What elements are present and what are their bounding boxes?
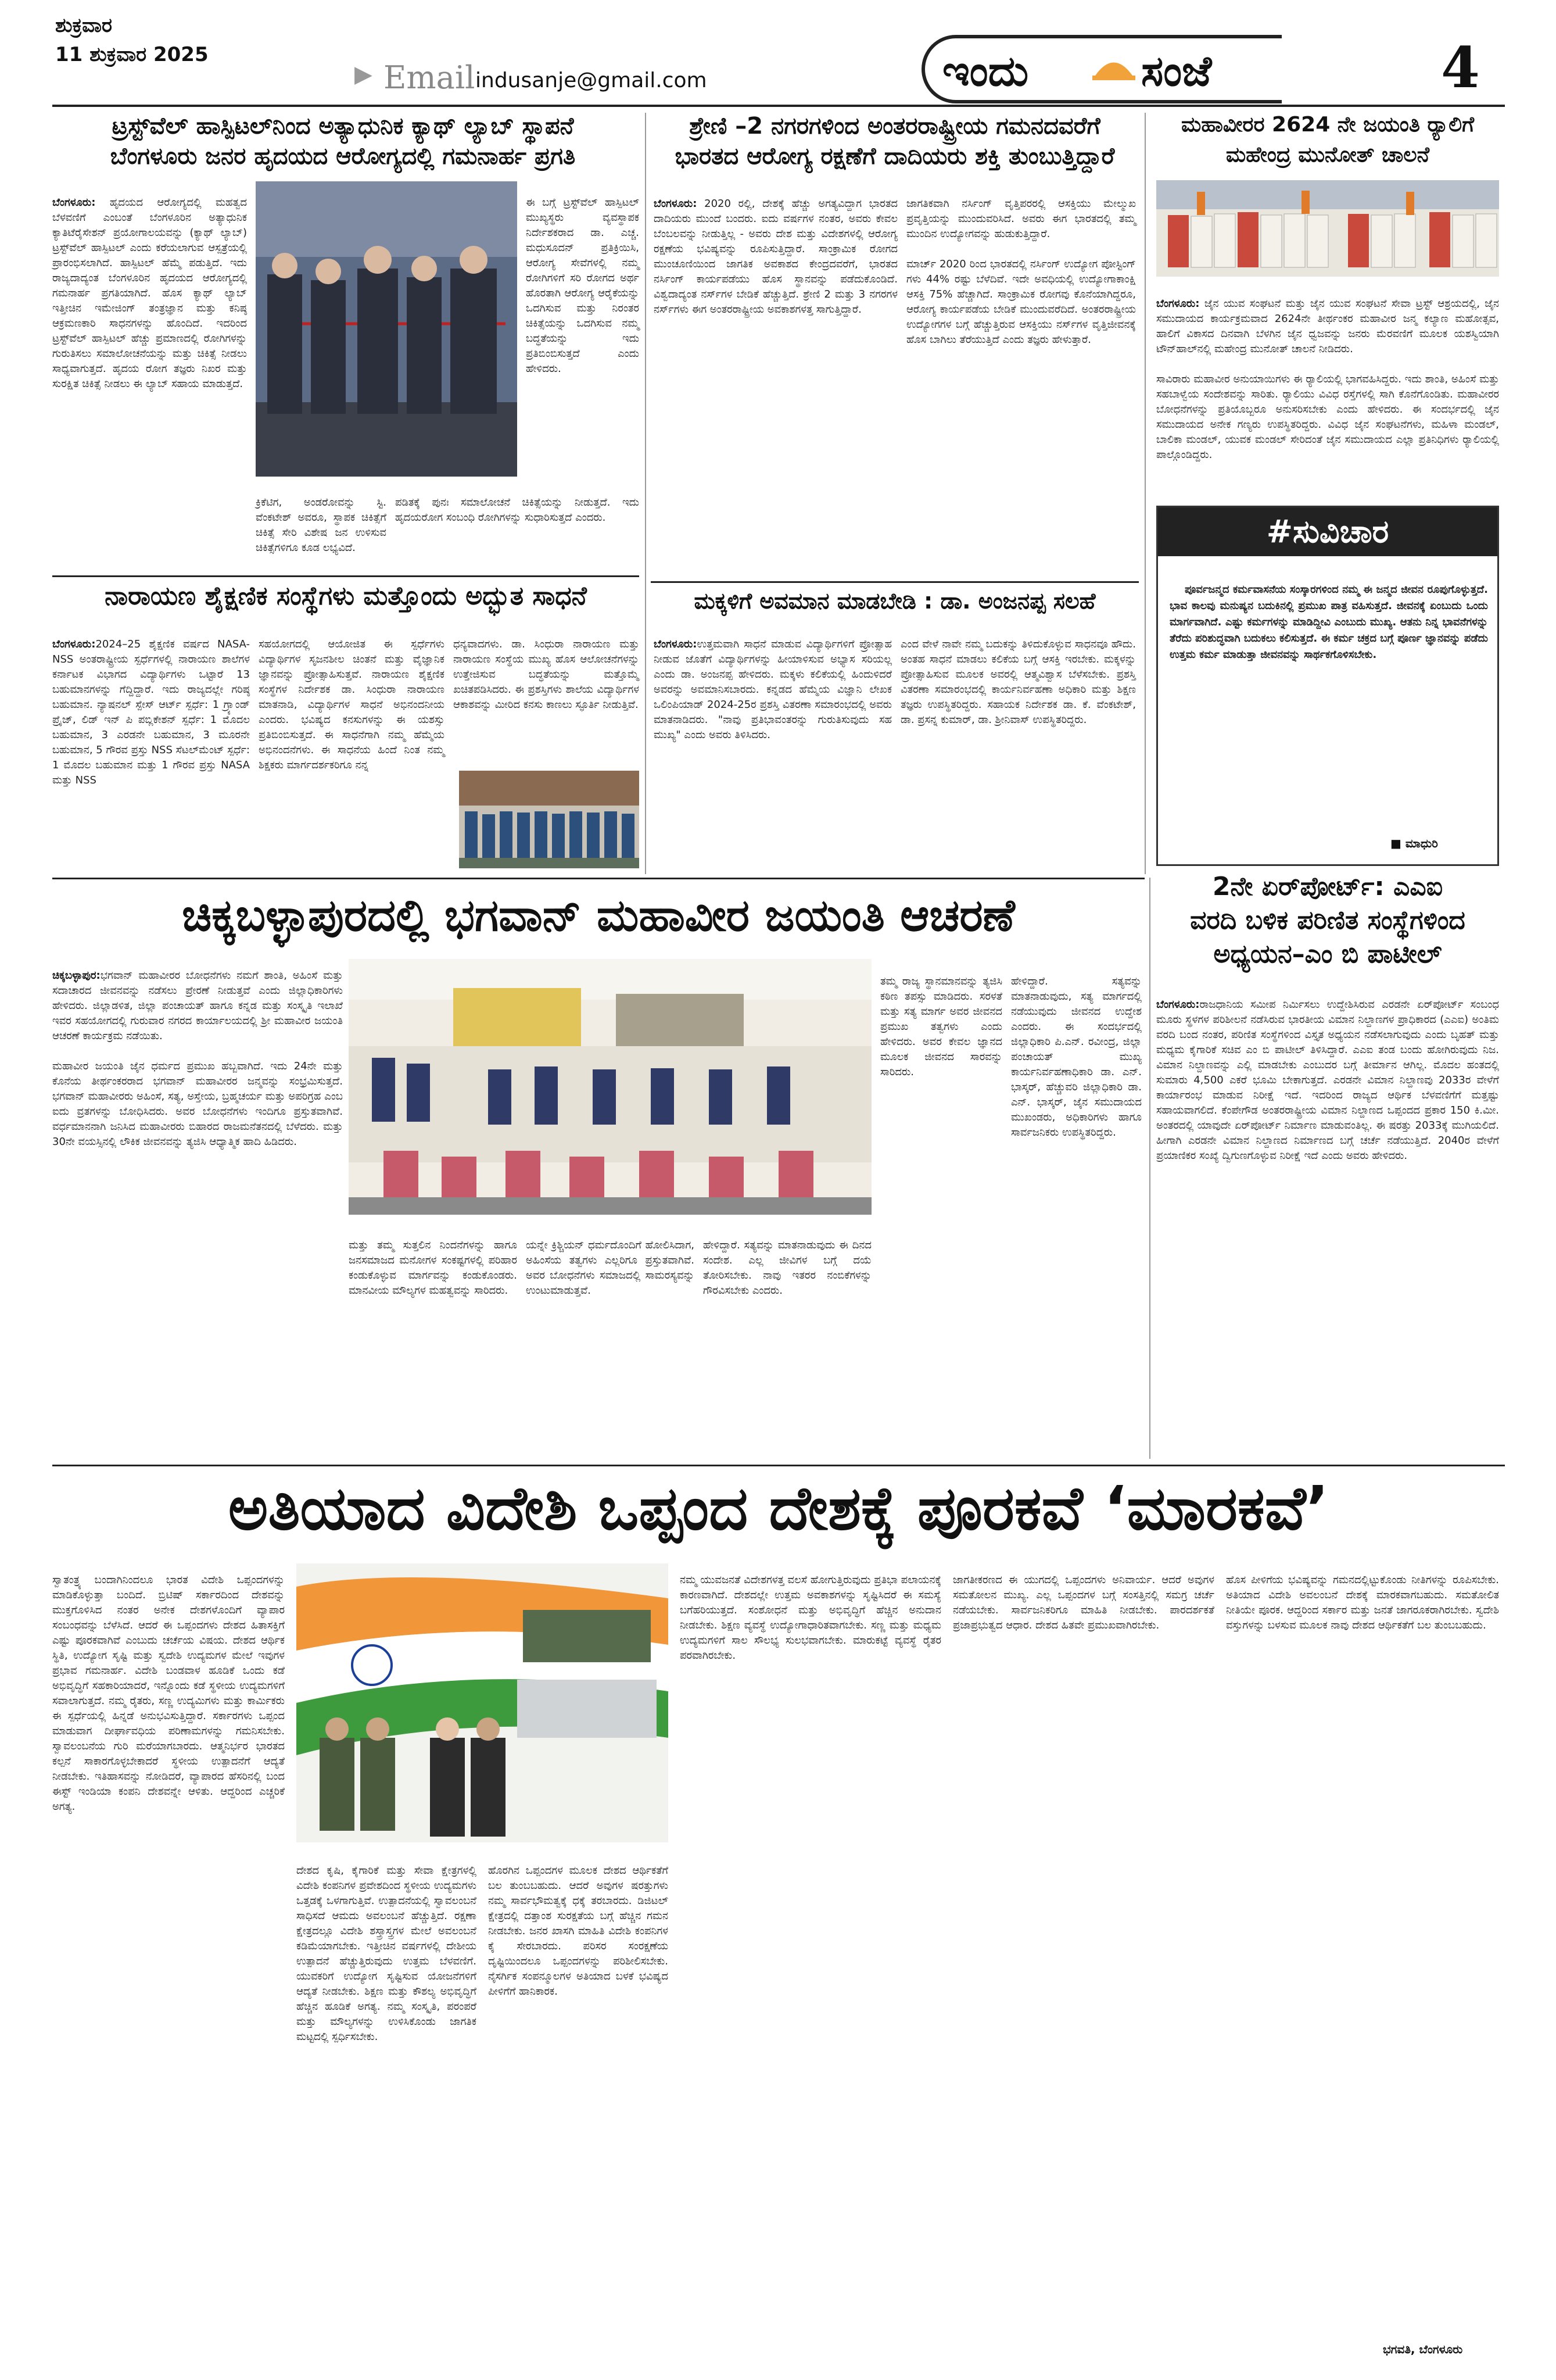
editorial-photo	[296, 1563, 668, 1842]
chikka-col-1	[52, 953, 343, 1465]
editorial-top-rule	[52, 1465, 1505, 1466]
column-divider-3	[1149, 878, 1150, 1459]
airport-headline-1: 2ನೇ ಏರ್‌ಪೋರ್ಟ್: ಎಎಐ	[1212, 872, 1443, 901]
chikka-bottom-col-1	[349, 1223, 521, 1455]
children-text-1: ಉತ್ತಮವಾಗಿ ಸಾಧನೆ ಮಾಡುವ ವಿದ್ಯಾರ್ಥಿಗಳಿಗೆ ಪ್ರೋತ್ಸಾಹ ನೀಡುವ ಜೊತೆಗೆ ವಿದ್ಯಾರ್ಥಿಗಳನ್ನು ಹೀಯಾಳಿಸುವ ಅಭ್ಯಾಸ ಸರಿಯಲ್ಲ ಎಂದು ಡಾ. ಅಂಜನಪ್ಪ ಹೇಳಿದರು. ಮಕ್ಕಳು ಕಲಿಕೆಯಲ್ಲಿ ಹಿಂದುಳಿದರೆ ಅವರನ್ನು ಅವಮಾನಿಸಬಾರದು. ಕನ್ನಡದ ಹೆಮ್ಮೆಯ ವಿಜ್ಞಾನಿ ಲೇಖಕ ಒಲಿಂಪಿಯಾಡ್ 2024-25ರ ಪ್ರಶಸ್ತಿ ವಿತರಣಾ ಸಮಾರಂಭದಲ್ಲಿ ಅವರು ಮಾತನಾಡಿದರು. "ನಾವು ಪ್ರತಿಭಾವಂತರನ್ನು ಗುರುತಿಸುವುದು ಸಹ ಮುಖ್ಯ" ಎಂದು ಅವರು ತಿಳಿಸಿದರು.	[654, 638, 895, 741]
nasa-col-2	[259, 622, 448, 872]
airport-headline-2: ವರದಿ ಬಳಿಕ ಪರಿಣಿತ ಸಂಸ್ಥೆಗಳಿಂದ	[1190, 906, 1465, 935]
children-dateline: ಬೆಂಗಳೂರು:	[654, 638, 697, 650]
nasa-dateline: ಬೆಂಗಳೂರು:	[52, 638, 96, 650]
chikka-text-2: ತಮ್ಮ ರಾಜ್ಯ ಸ್ಥಾನಮಾನವನ್ನು ತ್ಯಜಿಸಿ ಕಠಿಣ ತಪಸ್ಸು ಮಾಡಿದರು. ಸರಳತೆ ಮತ್ತು ಸತ್ಯ ಮಾರ್ಗ ಅವರ ಜೀವನದ ಪ್ರಮುಖ ತತ್ವಗಳು ಎಂದು ಹೇಳಿದರು. ಅವರ ಕೇವಲ ಜ್ಞಾನದ ಮೂಲಕ ಜೀವನದ ಸಾರವನ್ನು ಸಾರಿದರು.	[880, 975, 1006, 1078]
nurses-text-2: ಜಾಗತಿಕವಾಗಿ ನರ್ಸಿಂಗ್ ವೃತ್ತಿಪರರಲ್ಲಿ ಆಸಕ್ತಿಯು ಮೇಲ್ಮುಖ ಪ್ರವೃತ್ತಿಯನ್ನು ಮುಂದುವರಿಸಿದೆ. ಅವರು ಈಗ ಭಾರತದಲ್ಲಿ ತಮ್ಮ ಮುಂದಿನ ಉದ್ಯೋಗವನ್ನು ಹುಡುಕುತ್ತಿದ್ದಾರೆ. ಮಾರ್ಚ್ 2020 ರಿಂದ ಭಾರತದಲ್ಲಿ ನರ್ಸಿಂಗ್ ಉದ್ಯೋಗ ಪೋಸ್ಟಿಂಗ್ ಗಳು 44% ರಷ್ಟು ಬೆಳೆದಿವೆ. ಇದೇ ಅವಧಿಯಲ್ಲಿ ಉದ್ಯೋಗಾಕಾಂಕ್ಷಿ ಆಸಕ್ತಿ 75% ಹೆಚ್ಚಾಗಿದೆ. ಸಾಂಕ್ರಾಮಿಕ ರೋಗವು ಕೊನೆಯಾಗಿದ್ದರೂ, ಆರೋಗ್ಯ ಕಾರ್ಯಪಡೆಯ ಬೇಡಿಕೆ ಮುಂದುವರೆದಿದೆ. ಅಂತರರಾಷ್ಟ್ರೀಯ ಉದ್ಯೋಗಗಳ ಬಗ್ಗೆ ಹೆಚ್ಚುತ್ತಿರುವ ಆಸಕ್ತಿಯು ನರ್ಸ್‌ಗಳ ವೃತ್ತಿಜೀವನಕ್ಕೆ ಹೊಸ ಬಾಗಿಲು ತೆರೆಯುತ್ತಿದೆ ಎಂದು ತಜ್ಞರು ಹೇಳುತ್ತಾರೆ.	[906, 198, 1136, 346]
children-headline: ಮಕ್ಕಳಿಗೆ ಅವಮಾನ ಮಾಡಬೇಡಿ : ಡಾ. ಅಂಜನಪ್ಪ ಸಲಹೆ	[694, 588, 1096, 614]
logo-left-text: ಇಂದು	[942, 46, 1029, 95]
chikka-col-3	[1011, 959, 1145, 1459]
masthead-rule	[52, 105, 1505, 107]
hospital-caption-2	[395, 480, 643, 567]
thought-box	[1156, 506, 1499, 866]
editorial-col-1	[52, 1558, 288, 2354]
children-col-1	[654, 622, 895, 872]
hospital-text-1: ಹೃದಯದ ಆರೋಗ್ಯದಲ್ಲಿ ಮಹತ್ವದ ಬೆಳವಣಿಗೆ ಎಂಬಂತೆ ಬೆಂಗಳೂರಿನ ಅತ್ಯಾಧುನಿಕ ಕ್ಯಾತಿಟೆರೈಸೇಶನ್ ಪ್ರಯೋಗಾಲಯವನ್ನು (ಕ್ಯಾಥ್ ಲ್ಯಾಬ್) ಟ್ರಸ್ಟ್‌ವೆಲ್ ಹಾಸ್ಪಿಟಲ್ ಎಂದು ಕರೆಯಲಾಗುವ ಆಸ್ಪತ್ರೆಯಲ್ಲಿ ಪ್ರಾರಂಭಿಸಲಾಗಿದೆ. ಹಾಸ್ಪಿಟಲ್ ಹೆಮ್ಮೆ ಪಡುತ್ತಿದೆ. ಇದು ರಾಜ್ಯದಾದ್ಯಂತ ಬೆಂಗಳೂರಿನ ಹೃದಯದ ಆರೋಗ್ಯದಲ್ಲಿ ಗಮನಾರ್ಹ ಪ್ರಗತಿಯಾಗಿದೆ. ಹೊಸ ಕ್ಯಾಥ್ ಲ್ಯಾಬ್ ಇತ್ತೀಚಿನ ಇಮೇಜಿಂಗ್ ತಂತ್ರಜ್ಞಾನ ಮತ್ತು ಕನಿಷ್ಠ ಆಕ್ರಮಣಕಾರಿ ಸಾಧನಗಳನ್ನು ಹೊಂದಿದೆ. ಇದರಿಂದ ಟ್ರಸ್ಟ್‌ವೆಲ್ ಹಾಸ್ಪಿಟಲ್ ಹೆಚ್ಚು ಪ್ರಮಾಣದಲ್ಲಿ ರೋಗಿಗಳನ್ನು ಗುರುತಿಸಲು ಸಮಾಲೋಚನೆಯನ್ನು ಮತ್ತು ಚಿಕಿತ್ಸೆ ನೀಡಲು ಸಾಧ್ಯವಾಗುತ್ತದೆ. ಹೃದಯ ರೋಗ ತಜ್ಞರು ನಿಖರ ಮತ್ತು ಸುರಕ್ಷಿತ ಚಿಕಿತ್ಸೆ ನೀಡಲು ಈ ಲ್ಯಾಬ್ ಸಹಾಯ ಮಾಡುತ್ತದೆ.	[52, 196, 250, 390]
email-address: indusanje@gmail.com	[475, 69, 707, 92]
hospital-photo	[256, 181, 517, 477]
masthead	[0, 0, 1556, 105]
nasa-text-3: ಧನ್ಯವಾದಗಳು. ಡಾ. ಸಿಂಧುರಾ ನಾರಾಯಣ ಮತ್ತು ನಾರಾಯಣ ಸಂಸ್ಥೆಯ ಮುಖ್ಯ ಹೊಸ ಆಲೋಚನೆಗಳನ್ನು ಉತ್ತೇಜಿಸುವ ಬದ್ಧತೆಯನ್ನು ಮತ್ತೊಮ್ಮೆ ಖಚಿತಪಡಿಸಿದರು. ಈ ಪ್ರಶಸ್ತಿಗಳು ಶಾಲೆಯ ವಿದ್ಯಾರ್ಥಿಗಳ ಆಕಾಶವನ್ನು ಮೀರಿದ ಕನಸು ಕಾಣಲು ಸ್ಫೂರ್ತಿ ನೀಡುತ್ತಿವೆ.	[453, 638, 643, 711]
airport-text: ರಾಜಧಾನಿಯ ಸಮೀಪ ನಿರ್ಮಿಸಲು ಉದ್ದೇಶಿಸಿರುವ ಎರಡನೇ ಏರ್‌ಪೋರ್ಟ್ ಸಂಬಂಧ ಮೂರು ಸ್ಥಳಗಳ ಪರಿಶೀಲನೆ ನಡೆಸಿರುವ ಭಾರತೀಯ ವಿಮಾನ ನಿಲ್ದಾಣಗಳ ಪ್ರಾಧಿಕಾರದ (ಎಎಐ) ಅಂತಿಮ ವರದಿ ಬಂದ ನಂತರ, ಪರಿಣಿತ ಸಂಸ್ಥೆಗಳಿಂದ ವಿಸ್ತೃತ ಅಧ್ಯಯನ ನಡೆಸಲಾಗುವುದು ಎಂದು ಬೃಹತ್ ಮತ್ತು ಮಧ್ಯಮ ಕೈಗಾರಿಕೆ ಸಚಿವ ಎಂ ಬಿ ಪಾಟೀಲ್ ತಿಳಿಸಿದ್ದಾರೆ. ಎಎಐ ತಂಡ ಬಂದು ಹೋಗಿರುವುದು ನಿಜ. ವಿಮಾನ ನಿಲ್ದಾಣವನ್ನು ಎಲ್ಲಿ ಮಾಡಬೇಕು ಎಂಬುದರ ಬಗ್ಗೆ ತೀರ್ಮಾನ ಆಗಿಲ್ಲ. ಮೊದಲ ಹಂತದಲ್ಲಿ ಸುಮಾರು 4,500 ಎಕರೆ ಭೂಮಿ ಬೇಕಾಗುತ್ತದೆ. ಎರಡನೇ ವಿಮಾನ ನಿಲ್ದಾಣವು 2033ರ ವೇಳೆಗೆ ಕಾರ್ಯಾರಂಭ ಮಾಡುವ ನಿರೀಕ್ಷೆ ಇದೆ. ಇದರಿಂದ ರಾಜ್ಯದ ಆರ್ಥಿಕ ಬೆಳವಣಿಗೆಗೆ ಮತ್ತಷ್ಟು ಸಹಾಯವಾಗಲಿದೆ. ಕೆಂಪೇಗೌಡ ಅಂತರರಾಷ್ಟ್ರೀಯ ವಿಮಾನ ನಿಲ್ದಾಣದ ಒಪ್ಪಂದದ ಪ್ರಕಾರ 150 ಕಿ.ಮೀ. ಅಂತರದಲ್ಲಿ ಯಾವುದೇ ಏರ್‌ಪೋರ್ಟ್ ನಿರ್ಮಾಣ ಮಾಡುವಂತಿಲ್ಲ. ಈ ಷರತ್ತು 2033ಕ್ಕೆ ಮುಗಿಯಲಿದೆ. ಹೀಗಾಗಿ ಎರಡನೇ ವಿಮಾನ ನಿಲ್ದಾಣದ ನಿರ್ಮಾಣದ ಬಗ್ಗೆ ಚರ್ಚೆ ನಡೆಯುತ್ತಿದೆ. 2040ರ ವೇಳೆಗೆ ಪ್ರಯಾಣಿಕರ ಸಂಖ್ಯೆ ದ್ವಿಗುಣಗೊಳ್ಳುವ ನಿರೀಕ್ಷೆ ಇದೆ ಎಂದು ಅವರು ಹೇಳಿದರು.	[1156, 998, 1503, 1162]
nasa-col-3	[453, 622, 643, 767]
editorial-text-2: ದೇಶದ ಕೃಷಿ, ಕೈಗಾರಿಕೆ ಮತ್ತು ಸೇವಾ ಕ್ಷೇತ್ರಗಳಲ್ಲಿ ವಿದೇಶಿ ಕಂಪನಿಗಳ ಪ್ರವೇಶದಿಂದ ಸ್ಥಳೀಯ ಉದ್ಯಮಗಳು ಒತ್ತಡಕ್ಕೆ ಒಳಗಾಗುತ್ತಿವೆ. ಉತ್ಪಾದನೆಯಲ್ಲಿ ಸ್ವಾವಲಂಬನೆ ಸಾಧಿಸದೆ ಆಮದು ಅವಲಂಬನೆ ಹೆಚ್ಚುತ್ತಿದೆ. ರಕ್ಷಣಾ ಕ್ಷೇತ್ರದಲ್ಲೂ ವಿದೇಶಿ ಶಸ್ತ್ರಾಸ್ತ್ರಗಳ ಮೇಲೆ ಅವಲಂಬನೆ ಕಡಿಮೆಯಾಗಬೇಕು. ಇತ್ತೀಚಿನ ವರ್ಷಗಳಲ್ಲಿ ದೇಶೀಯ ಉತ್ಪಾದನೆ ಹೆಚ್ಚುತ್ತಿರುವುದು ಉತ್ತಮ ಬೆಳವಣಿಗೆ. ಯುವಕರಿಗೆ ಉದ್ಯೋಗ ಸೃಷ್ಟಿಸುವ ಯೋಜನೆಗಳಿಗೆ ಆದ್ಯತೆ ನೀಡಬೇಕು. ಶಿಕ್ಷಣ ಮತ್ತು ಕೌಶಲ್ಯ ಅಭಿವೃದ್ಧಿಗೆ ಹೆಚ್ಚಿನ ಹೂಡಿಕೆ ಅಗತ್ಯ. ನಮ್ಮ ಸಂಸ್ಕೃತಿ, ಪರಂಪರೆ ಮತ್ತು ಮೌಲ್ಯಗಳನ್ನು ಉಳಿಸಿಕೊಂಡು ಜಾಗತಿಕ ಮಟ್ಟದಲ್ಲಿ ಸ್ಪರ್ಧಿಸಬೇಕು.	[296, 1864, 480, 2043]
rally-text: ಜೈನ ಯುವ ಸಂಘಟನೆ ಮತ್ತು ಜೈನ ಯುವ ಸಂಘಟನೆ ಸೇವಾ ಟ್ರಸ್ಟ್ ಆಶ್ರಯದಲ್ಲಿ, ಜೈನ ಸಮುದಾಯದ ಕಾರ್ಯಕ್ರಮವಾದ 2624ನೇ ತೀರ್ಥಂಕರ ಮಹಾವೀರ ಜನ್ಮ ಕಲ್ಯಾಣ ಮಹೋತ್ಸವ, ಹಾಲಿಗೆ ವಿಕಾಸದ ದಿನವಾಗಿ ಬೆಳಗಿನ ಜೈನ ಧ್ವಜವನ್ನು ಜನರು ಮೆರವಣಿಗೆ ಮೂಲಕ ಯಶಸ್ವಿಯಾಗಿ ಟೌನ್‌ಹಾಲ್‌ನಲ್ಲಿ ಮಹೇಂದ್ರ ಮುನೋತ್ ಚಾಲನೆ ನೀಡಿದರು. ಸಾವಿರಾರು ಮಹಾವೀರ ಅನುಯಾಯಿಗಳು ಈ ರ‍್ಯಾಲಿಯಲ್ಲಿ ಭಾಗವಹಿಸಿದ್ದರು. ಇದು ಶಾಂತಿ, ಅಹಿಂಸೆ ಮತ್ತು ಸಹಬಾಳ್ವೆಯ ಸಂದೇಶವನ್ನು ಸಾರಿತು. ರ‍್ಯಾಲಿಯು ವಿವಿಧ ರಸ್ತೆಗಳಲ್ಲಿ ಸಾಗಿ ಕೊನೆಗೊಂಡಿತು. ಮಹಾವೀರರ ಬೋಧನೆಗಳನ್ನು ಪ್ರತಿಯೊಬ್ಬರೂ ಅನುಸರಿಸಬೇಕು ಎಂದು ಹೇಳಿದರು. ಈ ಸಂದರ್ಭದಲ್ಲಿ ಜೈನ ಸಮುದಾಯದ ಅನೇಕ ಗಣ್ಯರು ಉಪಸ್ಥಿತರಿದ್ದರು. ವಿವಿಧ ಜೈನ ಸಂಘಟನೆಗಳು, ಮಹಿಳಾ ಮಂಡಲ್, ಬಾಲಿಕಾ ಮಂಡಲ್, ಯುವಕ ಮಂಡಲ್ ಸೇರಿದಂತೆ ಜೈನ ಸಮುದಾಯದ ಎಲ್ಲಾ ಪ್ರತಿನಿಧಿಗಳು ರ‍್ಯಾಲಿಯಲ್ಲಿ ಪಾಲ್ಗೊಂಡಿದ್ದರು.	[1156, 298, 1499, 461]
email-arrow-icon: ▶	[354, 61, 372, 88]
chikka-text-3: ಹೇಳಿದ್ದಾರೆ. ಸತ್ಯವನ್ನು ಮಾತನಾಡುವುದು, ಸತ್ಯ ಮಾರ್ಗದಲ್ಲಿ ನಡೆಯುವುದು ಜೀವನದ ಉದ್ದೇಶ ಎಂದರು. ಈ ಸಂದರ್ಭದಲ್ಲಿ ಜಿಲ್ಲಾಧಿಕಾರಿ ಪಿ.ಎನ್. ರವೀಂದ್ರ, ಜಿಲ್ಲಾ ಪಂಚಾಯತ್ ಮುಖ್ಯ ಕಾರ್ಯನಿರ್ವಹಣಾಧಿಕಾರಿ ಡಾ. ಎನ್. ಭಾಸ್ಕರ್, ಹೆಚ್ಚುವರಿ ಜಿಲ್ಲಾಧಿಕಾರಿ ಡಾ. ಎನ್. ಭಾಸ್ಕರ್, ಜೈನ ಸಮುದಾಯದ ಮುಖಂಡರು, ಅಧಿಕಾರಿಗಳು ಹಾಗೂ ಸಾರ್ವಜನಿಕರು ಉಪಸ್ಥಿತರಿದ್ದರು.	[1011, 975, 1145, 1139]
hospital-col-1	[52, 180, 250, 482]
editorial-text-6: ಹೊಸ ಪೀಳಿಗೆಯ ಭವಿಷ್ಯವನ್ನು ಗಮನದಲ್ಲಿಟ್ಟುಕೊಂಡು ನೀತಿಗಳನ್ನು ರೂಪಿಸಬೇಕು. ಅತಿಯಾದ ವಿದೇಶಿ ಅವಲಂಬನೆ ದೇಶಕ್ಕೆ ಮಾರಕವಾಗಬಹುದು. ಸಮತೋಲಿತ ನೀತಿಯೇ ಪೂರಕ. ಆದ್ದರಿಂದ ಸರ್ಕಾರ ಮತ್ತು ಜನತೆ ಜಾಗರೂಕರಾಗಿರಬೇಕು. ಸ್ವದೇಶಿ ವಸ್ತುಗಳನ್ನು ಬಳಸುವ ಮೂಲಕ ನಾವು ದೇಶದ ಆರ್ಥಿಕತೆಗೆ ಬಲ ತುಂಬಬಹುದು.	[1226, 1574, 1503, 1631]
hospital-divider	[52, 575, 639, 577]
hospital-caption-text-1: ಕ್ರಿಕೆಟಿಗ, ಅಂಡರೋವನ್ನು ಸ್ಟಿ. ವೆಂಕಟೇಶ್ ಅವರೂ, ಸ್ಥಾಪಕ ಚಿಕಿತ್ಸೆಗೆ ಚಿಕಿತ್ಸೆ ಸೇರಿ ವಿಶೇಷ ಜನ ಉಳಿಸುವ ಚಿಕಿತ್ಸೆಗಳಿಗೂ ಕೂಡ ಲಭ್ಯವಿದೆ.	[256, 496, 390, 554]
hospital-headline-1: ಟ್ರಸ್ಟ್‌ವೆಲ್ ಹಾಸ್ಪಿಟಲ್‌ನಿಂದ ಅತ್ಯಾಧುನಿಕ ಕ್ಯಾಥ್ ಲ್ಯಾಬ್ ಸ್ಥಾಪನೆ	[112, 113, 574, 139]
hospital-headline-2: ಬೆಂಗಳೂರು ಜನರ ಹೃದಯದ ಆರೋಗ್ಯದಲ್ಲಿ ಗಮನಾರ್ಹ ಪ್ರಗತಿ	[110, 143, 576, 170]
masthead-logo	[922, 35, 1282, 103]
logo-right-text: ಸಂಜೆ	[1141, 46, 1212, 95]
rally-photo	[1156, 180, 1499, 277]
editorial-text-1: ಸ್ವಾತಂತ್ರ್ಯ ಬಂದಾಗಿನಿಂದಲೂ ಭಾರತ ವಿದೇಶಿ ಒಪ್ಪಂದಗಳನ್ನು ಮಾಡಿಕೊಳ್ಳುತ್ತಾ ಬಂದಿದೆ. ಬ್ರಿಟಿಷ್ ಸರ್ಕಾರದಿಂದ ದೇಶವನ್ನು ಮುಕ್ತಗೊಳಿಸಿದ ನಂತರ ಅನೇಕ ದೇಶಗಳೊಂದಿಗೆ ವ್ಯಾಪಾರ ಸಂಬಂಧವನ್ನು ಬೆಳೆಸಿದೆ. ಆದರೆ ಈ ಒಪ್ಪಂದಗಳು ದೇಶದ ಹಿತಾಸಕ್ತಿಗೆ ಎಷ್ಟು ಪೂರಕವಾಗಿವೆ ಎಂಬುದು ಚರ್ಚೆಯ ವಿಷಯ. ದೇಶದ ಆರ್ಥಿಕ ಸ್ಥಿತಿ, ಉದ್ಯೋಗ ಸೃಷ್ಟಿ ಮತ್ತು ಸ್ವದೇಶಿ ಉದ್ಯಮಗಳ ಮೇಲೆ ಇವುಗಳ ಪ್ರಭಾವ ಗಮನಾರ್ಹ. ವಿದೇಶಿ ಬಂಡವಾಳ ಹೂಡಿಕೆ ಒಂದು ಕಡೆ ಅಭಿವೃದ್ಧಿಗೆ ಸಹಕಾರಿಯಾದರೆ, ಇನ್ನೊಂದು ಕಡೆ ಸ್ಥಳೀಯ ಉದ್ಯಮಗಳಿಗೆ ಸವಾಲಾಗುತ್ತದೆ. ನಮ್ಮ ರೈತರು, ಸಣ್ಣ ಉದ್ಯಮಿಗಳು ಮತ್ತು ಕಾರ್ಮಿಕರು ಈ ಸ್ಪರ್ಧೆಯಲ್ಲಿ ಹಿನ್ನಡೆ ಅನುಭವಿಸುತ್ತಿದ್ದಾರೆ. ಸರ್ಕಾರಗಳು ಒಪ್ಪಂದ ಮಾಡುವಾಗ ದೀರ್ಘಾವಧಿಯ ಪರಿಣಾಮಗಳನ್ನು ಗಮನಿಸಬೇಕು. ಸ್ವಾವಲಂಬನೆಯ ಗುರಿ ಮರೆಯಾಗಬಾರದು. ಆತ್ಮನಿರ್ಭರ ಭಾರತದ ಕಲ್ಪನೆ ಸಾಕಾರಗೊಳ್ಳಬೇಕಾದರೆ ಸ್ಥಳೀಯ ಉತ್ಪಾದನೆಗೆ ಆದ್ಯತೆ ನೀಡಬೇಕು. ಇತಿಹಾಸವನ್ನು ನೋಡಿದರೆ, ವ್ಯಾಪಾರದ ಹೆಸರಿನಲ್ಲಿ ಬಂದ ಈಸ್ಟ್ ಇಂಡಿಯಾ ಕಂಪನಿ ದೇಶವನ್ನೇ ಆಳಿತು. ಆದ್ದರಿಂದ ಎಚ್ಚರಿಕೆ ಅಗತ್ಯ.	[52, 1574, 288, 1813]
nasa-text-1: 2024–25 ಶೈಕ್ಷಣಿಕ ವರ್ಷದ NASA-NSS ಅಂತರಾಷ್ಟ್ರೀಯ ಸ್ಪರ್ಧೆಗಳಲ್ಲಿ ನಾರಾಯಣ ಶಾಲೆಗಳ ಕರ್ನಾಟಕ ವಿಭಾಗದ ವಿದ್ಯಾರ್ಥಿಗಳು ಒಟ್ಟಾರೆ 13 ಬಹುಮಾನಗಳನ್ನು ಗೆದ್ದಿದ್ದಾರೆ. ಇದು ರಾಜ್ಯದಲ್ಲೇ ಗರಿಷ್ಠ ಬಹುಮಾನ. ನ್ಯಾಷನಲ್ ಸ್ಪೇಸ್ ಆರ್ಟ್ ಸ್ಪರ್ಧೆ: 1 ಗ್ರ್ಯಾಂಡ್ ಪ್ರೈಜ್, ಲಿಡ್ ಇನ್ ಪಿ ಪಬ್ಲಿಕೇಶನ್ ಸ್ಪರ್ಧೆ: 1 ಮೊದಲ ಬಹುಮಾನ, 3 ಎರಡನೇ ಬಹುಮಾನ, 3 ಮೂರನೇ ಬಹುಮಾನ, 5 ಗೌರವ ಪ್ರಸ್ತು NSS ಸೆಟಲ್‌ಮೆಂಟ್ ಸ್ಪರ್ಧೆ: 1 ಮೊದಲ ಬಹುಮಾನ ಮತ್ತು 1 ಗೌರವ ಪ್ರಸ್ತು NASA ಮತ್ತು NSS	[52, 638, 253, 786]
airport-dateline: ಬೆಂಗಳೂರು:	[1156, 998, 1200, 1011]
hospital-text-2: ಈ ಬಗ್ಗೆ ಟ್ರಸ್ಟ್‌ವೆಲ್ ಹಾಸ್ಪಿಟಲ್ ಮುಖ್ಯಸ್ಥರು ವ್ಯವಸ್ಥಾಪಕ ನಿರ್ದೇಶಕರಾದ ಡಾ. ಎಚ್ಚ. ಮಧುಸೂದನ್ ಪ್ರತಿಕ್ರಿಯಿಸಿ, ಆರೋಗ್ಯ ಸೇವೆಗಳಲ್ಲಿ ನಮ್ಮ ರೋಗಿಗಳಿಗೆ ಸರಿ ರೋಗದ ಅರ್ಥ ಹೊರತಾಗಿ ಆರೋಗ್ಯ ಆರೈಕೆಯನ್ನು ಒದಗಿಸುವ ಮತ್ತು ನಿರಂತರ ಚಿಕಿತ್ಸೆಯನ್ನು ಒದಗಿಸುವ ನಮ್ಮ ಬದ್ಧತೆಯನ್ನು ಇದು ಪ್ರತಿಬಿಂಬಿಸುತ್ತದೆ ಎಂದು ಹೇಳಿದರು.	[526, 196, 643, 375]
rally-dateline: ಬೆಂಗಳೂರು:	[1156, 298, 1200, 310]
chikka-headline: ಚಿಕ್ಕಬಳ್ಳಾಪುರದಲ್ಲಿ ಭಗವಾನ್ ಮಹಾವೀರ ಜಯಂತಿ ಆಚರಣೆ	[182, 889, 1015, 941]
thought-body	[1170, 566, 1492, 821]
rally-headline-1: ಮಹಾವೀರರ 2624 ನೇ ಜಯಂತಿ ರ‍್ಯಾಲಿಗೆ	[1181, 113, 1475, 137]
chikka-photo	[349, 959, 872, 1215]
hospital-col-2	[526, 180, 643, 482]
chikka-bottom-text-2: ಯನ್ನೇ ಕ್ರಿಶ್ಚಿಯನ್ ಧರ್ಮದೊಂದಿಗೆ ಹೋಲಿಸಿದಾಗ, ಅಹಿಂಸೆಯ ತತ್ವಗಳು ಎಲ್ಲರಿಗೂ ಪ್ರಸ್ತುತವಾಗಿವೆ. ಅವರ ಬೋಧನೆಗಳು ಸಮಾಜದಲ್ಲಿ ಸಾಮರಸ್ಯವನ್ನು ಉಂಟುಮಾಡುತ್ತವೆ.	[526, 1239, 698, 1297]
nurses-dateline: ಬೆಂಗಳೂರು:	[654, 198, 697, 210]
email-label: Email	[383, 59, 475, 96]
rally-headline-2: ಮಹೇಂದ್ರ ಮುನೋತ್ ಚಾಲನೆ	[1225, 143, 1430, 167]
rally-body	[1156, 281, 1499, 496]
nasa-text-2: ಸಹಯೋಗದಲ್ಲಿ ಆಯೋಜಿತ ಈ ಸ್ಪರ್ಧೆಗಳು ವಿದ್ಯಾರ್ಥಿಗಳ ಸೃಜನಶೀಲ ಚಿಂತನೆ ಮತ್ತು ವೈಜ್ಞಾನಿಕ ಜ್ಞಾನವನ್ನು ಪ್ರೋತ್ಸಾಹಿಸುತ್ತವೆ. ನಾರಾಯಣ ಶೈಕ್ಷಣಿಕ ಸಂಸ್ಥೆಗಳ ನಿರ್ದೇಶಕ ಡಾ. ಸಿಂಧುರಾ ನಾರಾಯಣ ಮಾತನಾಡಿ, ವಿದ್ಯಾರ್ಥಿಗಳ ಸಾಧನೆ ಅಭಿನಂದನೀಯ ಎಂದರು. ಭವಿಷ್ಯದ ಕನಸುಗಳನ್ನು ಈ ಯಶಸ್ಸು ಪ್ರತಿಬಿಂಬಿಸುತ್ತದೆ. ಈ ಸಾಧನೆಗಾಗಿ ನಮ್ಮ ಹೆಮ್ಮೆಯ ಅಭಿನಂದನೆಗಳು. ಈ ಸಾಧನೆಯ ಹಿಂದೆ ನಿಂತ ನಮ್ಮ ಶಿಕ್ಷಕರು ಮಾರ್ಗದರ್ಶಕರಿಗೂ ನನ್ನ	[259, 638, 448, 771]
nurses-col-2	[906, 181, 1136, 577]
nasa-headline: ನಾರಾಯಣ ಶೈಕ್ಷಣಿಕ ಸಂಸ್ಥೆಗಳು ಮತ್ತೊಂದು ಅದ್ಭುತ ಸಾಧನೆ	[105, 581, 587, 611]
thought-text: ಪೂರ್ವಜನ್ಮದ ಕರ್ಮವಾಸನೆಯ ಸಂಸ್ಕಾರಗಳಿಂದ ನಮ್ಮ ಈ ಜನ್ಮದ ಜೀವನ ರೂಪುಗೊಳ್ಳುತ್ತದೆ. ಭಾವ ಕಾಲವು ಮನುಷ್ಯನ ಬದುಕಿನಲ್ಲಿ ಪ್ರಮುಖ ಪಾತ್ರ ವಹಿಸುತ್ತದೆ. ಜೀವನಕ್ಕೆ ಏಂಬುದು ಒಂದು ಮಾರ್ಗವಾಗಿದೆ. ಎಷ್ಟು ಕರ್ಮಗಳನ್ನು ಮಾಡಿದ್ದೀವಿ ಎಂಬುದು ಮುಖ್ಯ. ಆತನು ನಿನ್ನ ಭಾವನೆಗಳನ್ನು ತೆರೆದು ಪರಿಶುದ್ಧವಾಗಿ ಬದುಕಲು ಕಲಿಸುತ್ತದೆ. ಈ ಕರ್ಮ ಚಕ್ರದ ಬಗ್ಗೆ ಪೂರ್ಣ ಜ್ಞಾನವನ್ನು ಪಡೆದು ಉತ್ತಮ ಕರ್ಮ ಮಾಡುತ್ತಾ ಜೀವನವನ್ನು ಸಾರ್ಥಕಗೊಳಿಸಬೇಕು.	[1170, 584, 1492, 661]
chikka-bottom-col-3	[703, 1223, 875, 1455]
chikka-bottom-text-1: ಮತ್ತು ತಮ್ಮ ಸುತ್ತಲಿನ ನಿಂದನೆಗಳನ್ನು ಹಾಗೂ ಜನಸಮಾಜದ ಮನೋಗಳ ಸಂಕಷ್ಟಗಳಲ್ಲಿ ಪರಿಹಾರ ಕಂಡುಕೊಳ್ಳುವ ಮಾರ್ಗವನ್ನು ಕಂಡುಕೊಂಡರು. ಮಾನವೀಯ ಮೌಲ್ಯಗಳ ಮಹತ್ವವನ್ನು ಸಾರಿದರು.	[349, 1239, 521, 1297]
masthead-day: ಶುಕ್ರವಾರ	[55, 14, 112, 37]
editorial-col-5	[953, 1558, 1218, 2354]
page-number: 4	[1441, 35, 1480, 101]
masthead-date: 11 ಶುಕ್ರವಾರ 2025	[55, 43, 209, 66]
nurses-text-1: 2020 ರಲ್ಲಿ, ದೇಶಕ್ಕೆ ಹೆಚ್ಚು ಅಗತ್ಯವಿದ್ದಾಗ ಭಾರತದ ದಾದಿಯರು ಮುಂದೆ ಬಂದರು. ಐದು ವರ್ಷಗಳ ನಂತರ, ಅವರು ಕೇವಲ ಬೆಂಬಲವನ್ನು ನೀಡುತ್ತಿಲ್ಲ - ಅವರು ದೇಶ ಮತ್ತು ವಿದೇಶಗಳಲ್ಲಿ ಆರೋಗ್ಯ ರಕ್ಷಣೆಯ ಭವಿಷ್ಯವನ್ನು ರೂಪಿಸುತ್ತಿದ್ದಾರೆ. ಸಾಂಕ್ರಾಮಿಕ ರೋಗದ ಮುಂಚೂಣಿಯಿಂದ ಜಾಗತಿಕ ಅವಕಾಶದ ಕೇಂದ್ರದವರೆಗೆ, ಭಾರತದ ನರ್ಸಿಂಗ್ ಕಾರ್ಯಪಡೆಯು ಹೊಸ ಸ್ಥಾನವನ್ನು ಪಡೆದುಕೊಂಡಿದೆ. ವಿಶ್ವದಾದ್ಯಂತ ನರ್ಸ್‌ಗಳ ಬೇಡಿಕೆ ಹೆಚ್ಚುತ್ತಿದೆ. ಶ್ರೇಣಿ 2 ಮತ್ತು 3 ನಗರಗಳ ನರ್ಸ್‌ಗಳು ಈಗ ಅಂತರರಾಷ್ಟ್ರೀಯ ಅವಕಾಶಗಳತ್ತ ಸಾಗುತ್ತಿದ್ದಾರೆ.	[654, 198, 901, 316]
editorial-col-3	[488, 1848, 672, 2354]
thought-title-bar	[1158, 507, 1497, 556]
hospital-dateline: ಬೆಂಗಳೂರು:	[52, 196, 96, 209]
chikka-top-rule	[52, 878, 1145, 879]
chikka-col-2	[880, 959, 1006, 1459]
thought-title: #ಸುವಿಚಾರ	[1266, 513, 1389, 550]
airport-headline-3: ಅಧ್ಯಯನ–ಎಂ ಬಿ ಪಾಟೀಲ್	[1213, 939, 1442, 969]
hospital-caption-text-2: ಪಡಿತಕ್ಕೆ ಪುನಃ ಸಮಾಲೋಚನೆ ಚಿಕಿತ್ಸೆಯನ್ನು ನೀಡುತ್ತದೆ. ಇದು ಹೃದಯರೋಗ ಸಂಬಂಧಿ ರೋಗಿಗಳನ್ನು ಸುಧಾರಿಸುತ್ತದೆ ಎಂದರು.	[395, 496, 643, 524]
chikka-text-1: ಭಗವಾನ್ ಮಹಾವೀರರ ಬೋಧನೆಗಳು ನಮಗೆ ಶಾಂತಿ, ಅಹಿಂಸೆ ಮತ್ತು ಸದಾಚಾರದ ಜೀವನವನ್ನು ನಡೆಸಲು ಪ್ರೇರಣೆ ನೀಡುತ್ತವೆ ಎಂದು ಜಿಲ್ಲಾಧಿಕಾರಿಗಳು ಹೇಳಿದರು. ಜಿಲ್ಲಾಡಳಿತ, ಜಿಲ್ಲಾ ಪಂಚಾಯತ್ ಹಾಗೂ ಕನ್ನಡ ಮತ್ತು ಸಂಸ್ಕೃತಿ ಇಲಾಖೆ ಇವರ ಸಹಯೋಗದಲ್ಲಿ ಗುರುವಾರ ನಗರದ ಕಾರ್ಯಾಲಯದಲ್ಲಿ ಶ್ರೀ ಮಹಾವೀರ ಜಯಂತಿ ಆಚರಣೆ ಕಾರ್ಯಕ್ರಮ ನಡೆಯಿತು. ಮಹಾವೀರ ಜಯಂತಿ ಜೈನ ಧರ್ಮದ ಪ್ರಮುಖ ಹಬ್ಬವಾಗಿದೆ. ಇದು 24ನೇ ಮತ್ತು ಕೊನೆಯ ತೀರ್ಥಂಕರರಾದ ಭಗವಾನ್ ಮಹಾವೀರರ ಜನ್ಮವನ್ನು ಸಂಭ್ರಮಿಸುತ್ತದೆ. ಭಗವಾನ್ ಮಹಾವೀರರು ಅಹಿಂಸೆ, ಸತ್ಯ, ಅಸ್ತೇಯ, ಬ್ರಹ್ಮಚರ್ಯ ಮತ್ತು ಅಪರಿಗ್ರಹ ಎಂಬ ಐದು ವ್ರತಗಳನ್ನು ಬೋಧಿಸಿದರು. ಅವರ ಬೋಧನೆಗಳು ಇಂದಿಗೂ ಪ್ರಸ್ತುತವಾಗಿವೆ. ವರ್ಧಮಾನನಾಗಿ ಜನಿಸಿದ ಮಹಾವೀರರು ಬಿಹಾರದ ರಾಜಮನೆತನದಲ್ಲಿ ಬೆಳೆದರು. ಮತ್ತು 30ನೇ ವಯಸ್ಸಿನಲ್ಲಿ ಲೌಕಿಕ ಜೀವನವನ್ನು ತ್ಯಜಿಸಿ ಆಧ್ಯಾತ್ಮಿಕ ಹಾದಿ ಹಿಡಿದರು.	[52, 969, 343, 1148]
editorial-text-4: ನಮ್ಮ ಯುವಜನತೆ ವಿದೇಶಗಳತ್ತ ವಲಸೆ ಹೋಗುತ್ತಿರುವುದು ಪ್ರತಿಭಾ ಪಲಾಯನಕ್ಕೆ ಕಾರಣವಾಗಿದೆ. ದೇಶದಲ್ಲೇ ಉತ್ತಮ ಅವಕಾಶಗಳನ್ನು ಸೃಷ್ಟಿಸಿದರೆ ಈ ಸಮಸ್ಯೆ ಬಗೆಹರಿಯುತ್ತದೆ. ಸಂಶೋಧನೆ ಮತ್ತು ಅಭಿವೃದ್ಧಿಗೆ ಹೆಚ್ಚಿನ ಅನುದಾನ ನೀಡಬೇಕು. ಶಿಕ್ಷಣ ವ್ಯವಸ್ಥೆ ಉದ್ಯೋಗಾಧಾರಿತವಾಗಬೇಕು. ಸಣ್ಣ ಮತ್ತು ಮಧ್ಯಮ ಉದ್ಯಮಗಳಿಗೆ ಸಾಲ ಸೌಲಭ್ಯ ಸುಲಭವಾಗಬೇಕು. ಮಾರುಕಟ್ಟೆ ವ್ಯವಸ್ಥೆ ರೈತರ ಪರವಾಗಿರಬೇಕು.	[680, 1574, 945, 1662]
chikka-dateline: ಚಿಕ್ಕಬಳ್ಳಾಪುರ:	[52, 969, 101, 982]
editorial-col-2	[296, 1848, 480, 2354]
chikka-bottom-text-3: ಹೇಳಿದ್ದಾರೆ. ಸತ್ಯವನ್ನು ಮಾತನಾಡುವುದು ಈ ದಿನದ ಸಂದೇಶ. ಎಲ್ಲ ಜೀವಿಗಳ ಬಗ್ಗೆ ದಯೆ ತೋರಿಸಬೇಕು. ನಾವು ಇತರರ ನಂಬಿಕೆಗಳನ್ನು ಗೌರವಿಸಬೇಕು ಎಂದರು.	[703, 1239, 875, 1297]
nurses-col-1	[654, 181, 901, 577]
thought-signature: ■ ಮಾಧುರಿ	[1390, 836, 1438, 850]
nasa-photo	[459, 771, 639, 868]
editorial-col-4	[680, 1558, 945, 2354]
chikka-bottom-col-2	[526, 1223, 698, 1455]
editorial-headline: ಅತಿಯಾದ ವಿದೇಶಿ ಒಪ್ಪಂದ ದೇಶಕ್ಕೆ ಪೂರಕವೆ ‘ಮಾರಕವೆ’	[228, 1473, 1329, 1544]
children-text-2: ಎಂದ ವೇಳೆ ನಾವೇ ನಮ್ಮ ಬದುಕನ್ನು ತಿಳಿದುಕೊಳ್ಳುವ ಸಾಧನವೂ ಹೌದು. ಅಂತಹ ಸಾಧನೆ ಮಾಡಲು ಕಲಿಕೆಯ ಬಗ್ಗೆ ಆಸಕ್ತಿ ಇರಬೇಕು. ಮಕ್ಕಳನ್ನು ಪ್ರೋತ್ಸಾಹಿಸುವ ಮೂಲಕ ಅವರಲ್ಲಿ ಆತ್ಮವಿಶ್ವಾಸ ಬೆಳೆಸಬೇಕು. ಪ್ರಶಸ್ತಿ ವಿತರಣಾ ಸಮಾರಂಭದಲ್ಲಿ ಕಾರ್ಯನಿರ್ವಹಣಾ ಅಧಿಕಾರಿ ಮತ್ತು ಶಿಕ್ಷಣ ತಜ್ಞರು ಉಪಸ್ಥಿತರಿದ್ದರು. ಸಹಾಯಕ ನಿರ್ದೇಶಕ ಡಾ. ಕೆ. ವೆಂಕಟೇಶ್, ಡಾ. ಪ್ರಸನ್ನ ಕುಮಾರ್, ಡಾ. ಶ್ರೀನಿವಾಸ್ ಉಪಸ್ಥಿತರಿದ್ದರು.	[901, 638, 1139, 726]
editorial-signature: ಭಗವತಿ, ಬೆಂಗಳೂರು	[1383, 2342, 1463, 2356]
editorial-text-3: ಹೊರಗಿನ ಒಪ್ಪಂದಗಳ ಮೂಲಕ ದೇಶದ ಆರ್ಥಿಕತೆಗೆ ಬಲ ತುಂಬಬಹುದು. ಆದರೆ ಅವುಗಳ ಷರತ್ತುಗಳು ನಮ್ಮ ಸಾರ್ವಭೌಮತ್ವಕ್ಕೆ ಧಕ್ಕೆ ತರಬಾರದು. ಡಿಜಿಟಲ್ ಕ್ಷೇತ್ರದಲ್ಲಿ ದತ್ತಾಂಶ ಸುರಕ್ಷತೆಯ ಬಗ್ಗೆ ಹೆಚ್ಚಿನ ಗಮನ ನೀಡಬೇಕು. ಜನರ ಖಾಸಗಿ ಮಾಹಿತಿ ವಿದೇಶಿ ಕಂಪನಿಗಳ ಕೈ ಸೇರಬಾರದು. ಪರಿಸರ ಸಂರಕ್ಷಣೆಯ ದೃಷ್ಟಿಯಿಂದಲೂ ಒಪ್ಪಂದಗಳನ್ನು ಪರಿಶೀಲಿಸಬೇಕು. ನೈಸರ್ಗಿಕ ಸಂಪನ್ಮೂಲಗಳ ಅತಿಯಾದ ಬಳಕೆ ಭವಿಷ್ಯದ ಪೀಳಿಗೆಗೆ ಹಾನಿಕಾರಕ.	[488, 1864, 672, 1998]
hospital-caption-1	[256, 480, 390, 567]
nurses-headline-2: ಭಾರತದ ಆರೋಗ್ಯ ರಕ್ಷಣೆಗೆ ದಾದಿಯರು ಶಕ್ತಿ ತುಂಬುತ್ತಿದ್ದಾರೆ	[675, 143, 1115, 170]
airport-body	[1156, 982, 1503, 1441]
sun-icon	[1092, 52, 1135, 87]
nurses-headline-1: ಶ್ರೇಣಿ –2 ನಗರಗಳಿಂದ ಅಂತರರಾಷ್ಟ್ರೀಯ ಗಮನದವರೆಗೆ	[689, 113, 1100, 139]
column-divider-2	[1145, 113, 1146, 874]
children-col-2	[901, 622, 1139, 872]
column-divider-1	[645, 113, 646, 874]
nasa-col-1	[52, 622, 253, 872]
editorial-col-6	[1226, 1558, 1503, 2325]
editorial-text-5: ಜಾಗತೀಕರಣದ ಈ ಯುಗದಲ್ಲಿ ಒಪ್ಪಂದಗಳು ಅನಿವಾರ್ಯ. ಆದರೆ ಅವುಗಳ ಸಮತೋಲನ ಮುಖ್ಯ. ಎಲ್ಲ ಒಪ್ಪಂದಗಳ ಬಗ್ಗೆ ಸಂಸತ್ತಿನಲ್ಲಿ ಸಮಗ್ರ ಚರ್ಚೆ ನಡೆಯಬೇಕು. ಸಾರ್ವಜನಿಕರಿಗೂ ಮಾಹಿತಿ ನೀಡಬೇಕು. ಪಾರದರ್ಶಕತೆ ಪ್ರಜಾಪ್ರಭುತ್ವದ ಆಧಾರ. ದೇಶದ ಹಿತವೇ ಪ್ರಮುಖವಾಗಿರಬೇಕು.	[953, 1574, 1218, 1631]
nurses-divider	[651, 581, 1139, 583]
